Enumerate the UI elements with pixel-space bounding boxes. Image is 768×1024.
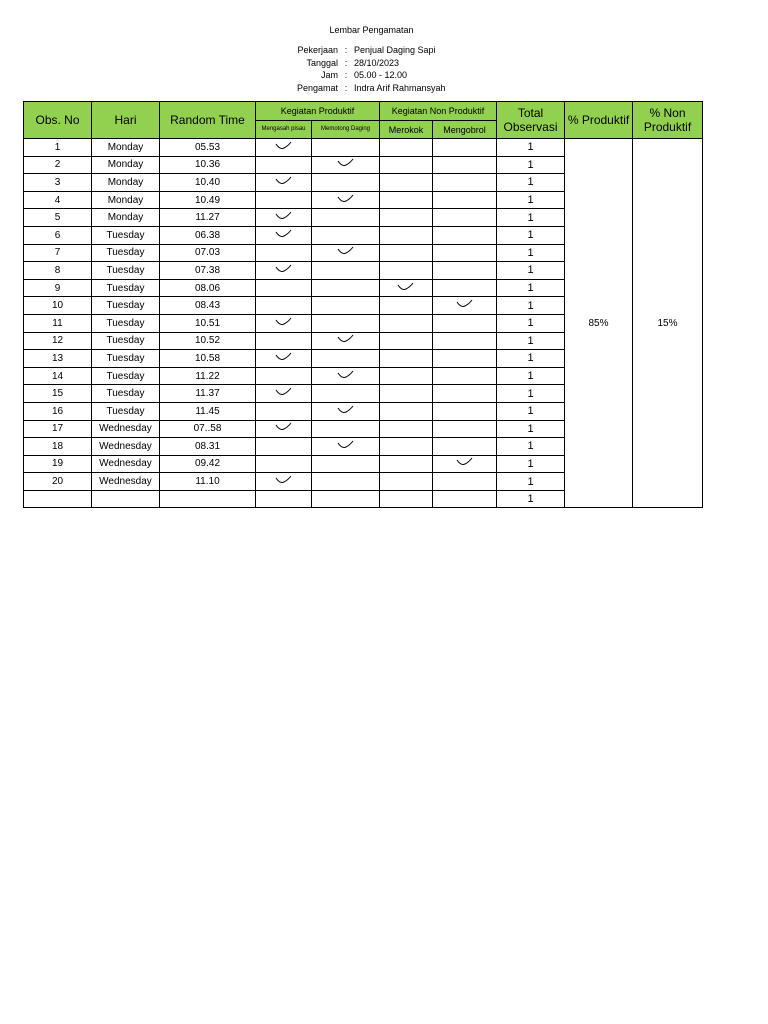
cell-mengobrol	[433, 139, 497, 157]
checkmark-icon	[274, 387, 294, 397]
cell-mengobrol	[433, 156, 497, 174]
cell-total-observasi: 1	[497, 350, 565, 368]
cell-merokok	[380, 191, 433, 209]
meta-row-pengamat: Pengamat : Indra Arif Rahmansyah	[250, 82, 554, 95]
cell-merokok	[380, 420, 433, 438]
cell-obs-no: 19	[24, 455, 92, 473]
cell-memotong	[312, 156, 380, 174]
cell-merokok	[380, 438, 433, 456]
observation-table	[23, 101, 703, 508]
cell-obs-no: 8	[24, 262, 92, 280]
col-header-obs-no: Obs. No	[24, 102, 92, 139]
cell-memotong	[312, 350, 380, 368]
cell-random-time: 07.38	[160, 262, 256, 280]
pct-produktif-value: 85%	[565, 139, 633, 508]
cell-random-time: 08.06	[160, 279, 256, 297]
cell-hari: Monday	[92, 191, 160, 209]
cell-hari: Tuesday	[92, 244, 160, 262]
cell-random-time: 10.40	[160, 174, 256, 192]
col-header-memotong-daging: Memotong Daging	[312, 121, 380, 139]
cell-memotong	[312, 455, 380, 473]
document-title: Lembar Pengamatan	[329, 25, 414, 35]
cell-obs-no: 9	[24, 279, 92, 297]
cell-total-observasi: 1	[497, 332, 565, 350]
cell-random-time	[160, 490, 256, 508]
checkmark-icon	[336, 246, 356, 256]
cell-hari: Monday	[92, 156, 160, 174]
cell-total-observasi: 1	[497, 455, 565, 473]
cell-merokok	[380, 156, 433, 174]
cell-total-observasi: 1	[497, 174, 565, 192]
cell-mengobrol	[433, 244, 497, 262]
cell-total-observasi: 1	[497, 420, 565, 438]
meta-value: Indra Arif Rahmansyah	[354, 82, 446, 93]
cell-hari: Tuesday	[92, 350, 160, 368]
cell-obs-no: 17	[24, 420, 92, 438]
cell-total-observasi: 1	[497, 209, 565, 227]
cell-mengasah	[256, 244, 312, 262]
cell-mengobrol	[433, 455, 497, 473]
cell-obs-no: 15	[24, 385, 92, 403]
meta-label: Jam	[320, 70, 338, 81]
cell-memotong	[312, 385, 380, 403]
cell-hari: Tuesday	[92, 226, 160, 244]
cell-merokok	[380, 297, 433, 315]
cell-merokok	[380, 244, 433, 262]
cell-total-observasi: 1	[497, 191, 565, 209]
cell-obs-no: 10	[24, 297, 92, 315]
cell-merokok	[380, 209, 433, 227]
cell-obs-no: 4	[24, 191, 92, 209]
cell-random-time: 10.52	[160, 332, 256, 350]
meta-value: Penjual Daging Sapi	[354, 45, 436, 56]
cell-mengasah	[256, 262, 312, 280]
cell-total-observasi: 1	[497, 367, 565, 385]
cell-merokok	[380, 490, 433, 508]
cell-memotong	[312, 191, 380, 209]
cell-hari: Wednesday	[92, 420, 160, 438]
col-header-total-observasi: Total Observasi	[497, 102, 565, 139]
checkmark-icon	[336, 194, 356, 204]
cell-mengobrol	[433, 262, 497, 280]
checkmark-icon	[396, 282, 416, 292]
cell-random-time: 08.31	[160, 438, 256, 456]
table-row	[24, 139, 703, 157]
cell-random-time: 06.38	[160, 226, 256, 244]
cell-random-time: 11.45	[160, 402, 256, 420]
cell-random-time: 10.58	[160, 350, 256, 368]
meta-label: Pekerjaan	[297, 45, 338, 56]
checkmark-icon	[274, 141, 294, 151]
cell-memotong	[312, 262, 380, 280]
cell-random-time: 11.10	[160, 473, 256, 491]
cell-mengasah	[256, 226, 312, 244]
cell-mengobrol	[433, 420, 497, 438]
cell-memotong	[312, 244, 380, 262]
cell-mengasah	[256, 473, 312, 491]
checkmark-icon	[274, 317, 294, 327]
cell-memotong	[312, 139, 380, 157]
cell-total-observasi: 1	[497, 402, 565, 420]
meta-value: 28/10/2023	[354, 57, 400, 68]
cell-mengobrol	[433, 350, 497, 368]
cell-memotong	[312, 279, 380, 297]
cell-hari: Tuesday	[92, 297, 160, 315]
cell-merokok	[380, 402, 433, 420]
observation-meta	[250, 44, 554, 94]
checkmark-icon	[274, 475, 294, 485]
cell-hari: Wednesday	[92, 438, 160, 456]
cell-mengobrol	[433, 191, 497, 209]
cell-memotong	[312, 332, 380, 350]
cell-merokok	[380, 279, 433, 297]
cell-mengasah	[256, 367, 312, 385]
cell-hari: Monday	[92, 209, 160, 227]
cell-obs-no: 2	[24, 156, 92, 174]
col-header-hari: Hari	[92, 102, 160, 139]
cell-hari: Tuesday	[92, 262, 160, 280]
cell-mengobrol	[433, 473, 497, 491]
cell-random-time: 08.43	[160, 297, 256, 315]
cell-mengobrol	[433, 332, 497, 350]
cell-merokok	[380, 174, 433, 192]
cell-random-time: 07.03	[160, 244, 256, 262]
cell-total-observasi: 1	[497, 156, 565, 174]
checkmark-icon	[336, 370, 356, 380]
cell-total-observasi: 1	[497, 314, 565, 332]
cell-merokok	[380, 455, 433, 473]
cell-hari: Monday	[92, 139, 160, 157]
cell-mengasah	[256, 350, 312, 368]
meta-value: 05.00 - 12.00	[354, 70, 408, 81]
checkmark-icon	[455, 457, 475, 467]
cell-mengobrol	[433, 209, 497, 227]
cell-mengasah	[256, 455, 312, 473]
col-group-kegiatan-produktif: Kegiatan Produktif	[256, 102, 380, 121]
checkmark-icon	[274, 352, 294, 362]
cell-memotong	[312, 314, 380, 332]
cell-mengasah	[256, 402, 312, 420]
cell-mengasah	[256, 191, 312, 209]
pct-non-produktif-value: 15%	[633, 139, 703, 508]
checkmark-icon	[336, 158, 356, 168]
checkmark-icon	[274, 422, 294, 432]
cell-memotong	[312, 297, 380, 315]
cell-merokok	[380, 350, 433, 368]
col-header-random-time: Random Time	[160, 102, 256, 139]
cell-merokok	[380, 367, 433, 385]
checkmark-icon	[336, 405, 356, 415]
cell-total-observasi: 1	[497, 262, 565, 280]
meta-row-pekerjaan: Pekerjaan : Penjual Daging Sapi	[250, 44, 554, 57]
cell-merokok	[380, 332, 433, 350]
cell-obs-no: 14	[24, 367, 92, 385]
cell-obs-no: 7	[24, 244, 92, 262]
cell-memotong	[312, 174, 380, 192]
cell-mengasah	[256, 314, 312, 332]
cell-total-observasi: 1	[497, 438, 565, 456]
cell-mengobrol	[433, 367, 497, 385]
cell-merokok	[380, 473, 433, 491]
cell-obs-no: 20	[24, 473, 92, 491]
cell-total-observasi: 1	[497, 139, 565, 157]
cell-obs-no: 1	[24, 139, 92, 157]
cell-hari: Tuesday	[92, 279, 160, 297]
cell-total-observasi: 1	[497, 279, 565, 297]
cell-mengasah	[256, 332, 312, 350]
cell-mengobrol	[433, 402, 497, 420]
checkmark-icon	[274, 211, 294, 221]
cell-obs-no: 11	[24, 314, 92, 332]
cell-mengobrol	[433, 297, 497, 315]
meta-row-jam: Jam : 05.00 - 12.00	[250, 69, 554, 82]
cell-obs-no: 3	[24, 174, 92, 192]
cell-merokok	[380, 226, 433, 244]
checkmark-icon	[336, 334, 356, 344]
cell-mengobrol	[433, 438, 497, 456]
cell-random-time: 05.53	[160, 139, 256, 157]
col-header-mengasah-pisau: Mengasah pisau	[256, 121, 312, 139]
cell-obs-no: 16	[24, 402, 92, 420]
cell-mengasah	[256, 139, 312, 157]
checkmark-icon	[274, 264, 294, 274]
cell-mengasah	[256, 297, 312, 315]
cell-random-time: 11.22	[160, 367, 256, 385]
checkmark-icon	[274, 176, 294, 186]
col-header-merokok: Merokok	[380, 121, 433, 139]
cell-total-observasi: 1	[497, 244, 565, 262]
meta-label: Pengamat	[296, 82, 338, 93]
cell-merokok	[380, 385, 433, 403]
cell-total-observasi: 1	[497, 297, 565, 315]
checkmark-icon	[274, 229, 294, 239]
cell-mengobrol	[433, 279, 497, 297]
checkmark-icon	[336, 440, 356, 450]
cell-memotong	[312, 473, 380, 491]
cell-hari: Wednesday	[92, 455, 160, 473]
cell-total-observasi: 1	[497, 385, 565, 403]
cell-memotong	[312, 209, 380, 227]
col-header-pct-produktif: % Produktif	[565, 102, 633, 139]
cell-merokok	[380, 139, 433, 157]
cell-hari: Monday	[92, 174, 160, 192]
cell-mengasah	[256, 174, 312, 192]
cell-obs-no: 5	[24, 209, 92, 227]
cell-random-time: 11.27	[160, 209, 256, 227]
cell-hari: Tuesday	[92, 314, 160, 332]
cell-memotong	[312, 490, 380, 508]
cell-hari: Wednesday	[92, 473, 160, 491]
col-group-kegiatan-non-produktif: Kegiatan Non Produktif	[380, 102, 497, 121]
cell-mengobrol	[433, 385, 497, 403]
cell-mengasah	[256, 438, 312, 456]
cell-hari: Tuesday	[92, 332, 160, 350]
cell-obs-no: 12	[24, 332, 92, 350]
cell-memotong	[312, 438, 380, 456]
cell-mengobrol	[433, 174, 497, 192]
cell-mengasah	[256, 490, 312, 508]
cell-mengasah	[256, 209, 312, 227]
cell-total-observasi: 1	[497, 226, 565, 244]
cell-merokok	[380, 314, 433, 332]
cell-hari	[92, 490, 160, 508]
cell-memotong	[312, 402, 380, 420]
meta-row-tanggal: Tanggal : 28/10/2023	[250, 57, 554, 70]
cell-memotong	[312, 420, 380, 438]
cell-total-observasi: 1	[497, 473, 565, 491]
cell-obs-no: 6	[24, 226, 92, 244]
cell-random-time: 09.42	[160, 455, 256, 473]
checkmark-icon	[455, 299, 475, 309]
cell-merokok	[380, 262, 433, 280]
cell-obs-no: 18	[24, 438, 92, 456]
cell-random-time: 11.37	[160, 385, 256, 403]
cell-random-time: 10.36	[160, 156, 256, 174]
cell-memotong	[312, 367, 380, 385]
cell-hari: Tuesday	[92, 385, 160, 403]
cell-hari: Tuesday	[92, 367, 160, 385]
meta-label: Tanggal	[306, 57, 338, 68]
cell-mengasah	[256, 279, 312, 297]
cell-total-observasi: 1	[497, 490, 565, 508]
cell-mengobrol	[433, 490, 497, 508]
cell-obs-no: 13	[24, 350, 92, 368]
table-body	[24, 139, 703, 508]
cell-mengasah	[256, 420, 312, 438]
cell-random-time: 10.49	[160, 191, 256, 209]
cell-mengobrol	[433, 314, 497, 332]
cell-memotong	[312, 226, 380, 244]
cell-mengasah	[256, 156, 312, 174]
col-header-pct-non-produktif: % Non Produktif	[633, 102, 703, 139]
cell-obs-no	[24, 490, 92, 508]
cell-hari: Tuesday	[92, 402, 160, 420]
cell-random-time: 07..58	[160, 420, 256, 438]
col-header-mengobrol: Mengobrol	[433, 121, 497, 139]
cell-mengasah	[256, 385, 312, 403]
cell-random-time: 10.51	[160, 314, 256, 332]
cell-mengobrol	[433, 226, 497, 244]
